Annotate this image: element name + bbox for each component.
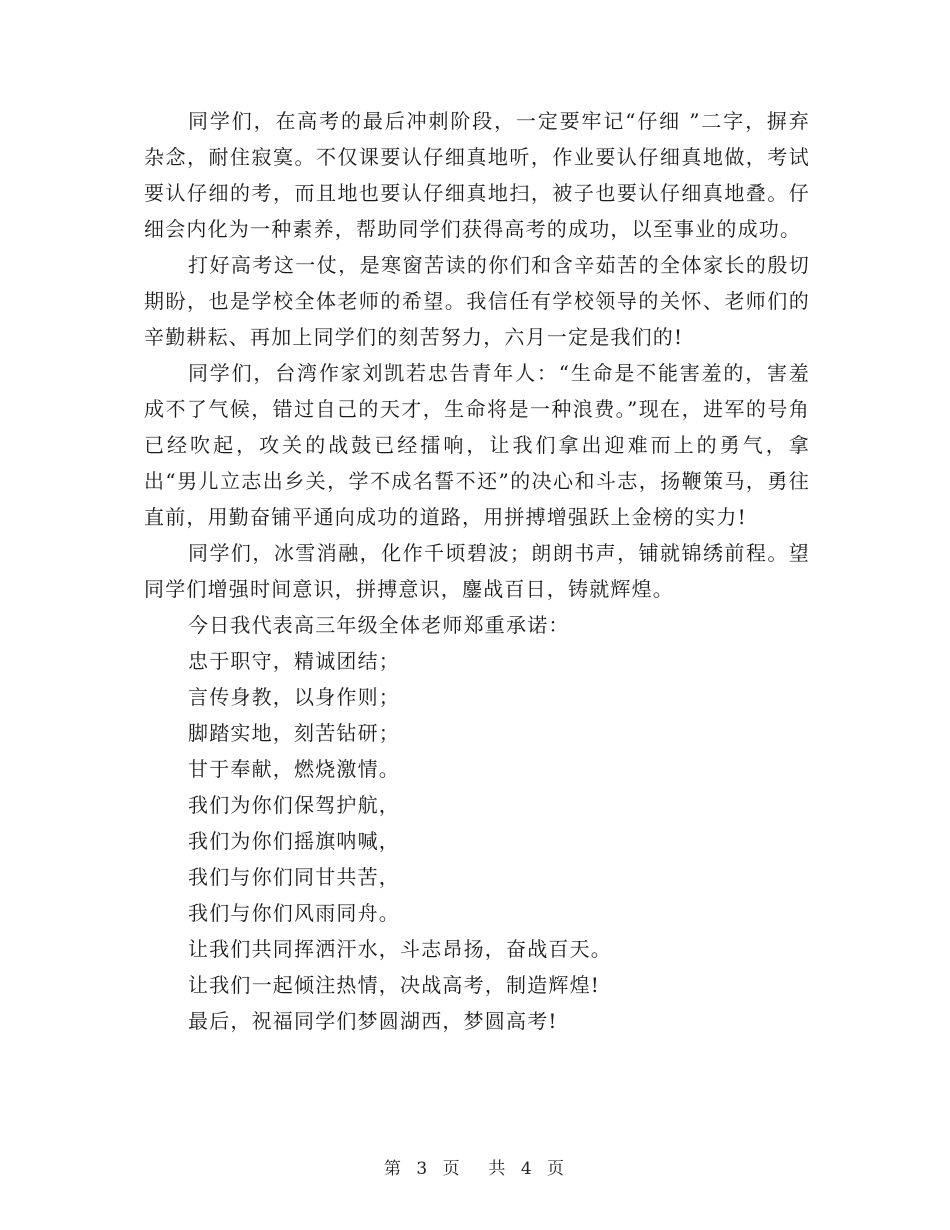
total-prefix: 共 [488,1159,508,1179]
pledge-line: 甘于奉献，燃烧激情。 [188,757,400,781]
paragraph: 同学们，台湾作家刘凯若忠告青年人：“生命是不能害羞的，害羞成不了气候，错过自己的天才，生命将是一种浪费。”现在，进军的号角已经吹起，攻关的战鼓已经擂响，让我们拿出迎难而上的勇气，拿出“男儿立志出乡关，学不成名誓不还”的决心和斗志，扬鞭策马，勇往直前，用勤奋铺平通向成功的道路，用拼搏增强跃上金榜的实力! [144,361,810,529]
pledge-line: 我们为你们保驾护航， [188,793,400,817]
closing-line: 让我们共同挥洒汗水，斗志昂扬，奋战百天。 [188,937,612,961]
pledge-line: 忠于职守，精诚团结； [188,649,400,673]
pledge-line: 脚踏实地，刻苦钻研； [188,721,400,745]
pledge-intro: 今日我代表高三年级全体老师郑重承诺： [188,613,570,637]
pledge-line: 我们与你们风雨同舟。 [188,901,400,925]
pledge-line: 我们与你们同甘共苦， [188,865,400,889]
page-number: 3 [416,1159,430,1179]
total-pages: 4 [520,1159,534,1179]
pledge-line: 我们为你们摇旗呐喊， [188,829,400,853]
page-footer [0,1154,950,1179]
page-suffix: 页 [442,1159,462,1179]
page-prefix: 第 [383,1159,403,1179]
paragraph: 同学们，冰雪消融，化作千顷碧波；朗朗书声，铺就锦绣前程。望同学们增强时间意识，拼搏意识，鏖战百日，铸就辉煌。 [144,541,810,601]
closing-line: 让我们一起倾注热情，决战高考，制造辉煌! [188,973,601,997]
pledge-line: 言传身教，以身作则； [188,685,400,709]
paragraph: 同学们，在高考的最后冲刺阶段，一定要牢记“仔细 ”二字，摒弃杂念，耐住寂寞。不仅课要认仔细真地听，作业要认仔细真地做，考试要认仔细的考，而且地也要认仔细真地扫，被子也要认仔细真地叠。仔细会内化为一种素养，帮助同学们获得高考的成功，以至事业的成功。 [144,109,810,241]
paragraph: 打好高考这一仗，是寒窗苦读的你们和含辛茹苦的全体家长的殷切期盼，也是学校全体老师的希望。我信任有学校领导的关怀、老师们的辛勤耕耘、再加上同学们的刻苦努力，六月一定是我们的! [144,253,810,349]
document-body [144,103,810,1039]
closing-line: 最后，祝福同学们梦圆湖西，梦圆高考! [188,1009,558,1033]
total-suffix: 页 [547,1159,567,1179]
